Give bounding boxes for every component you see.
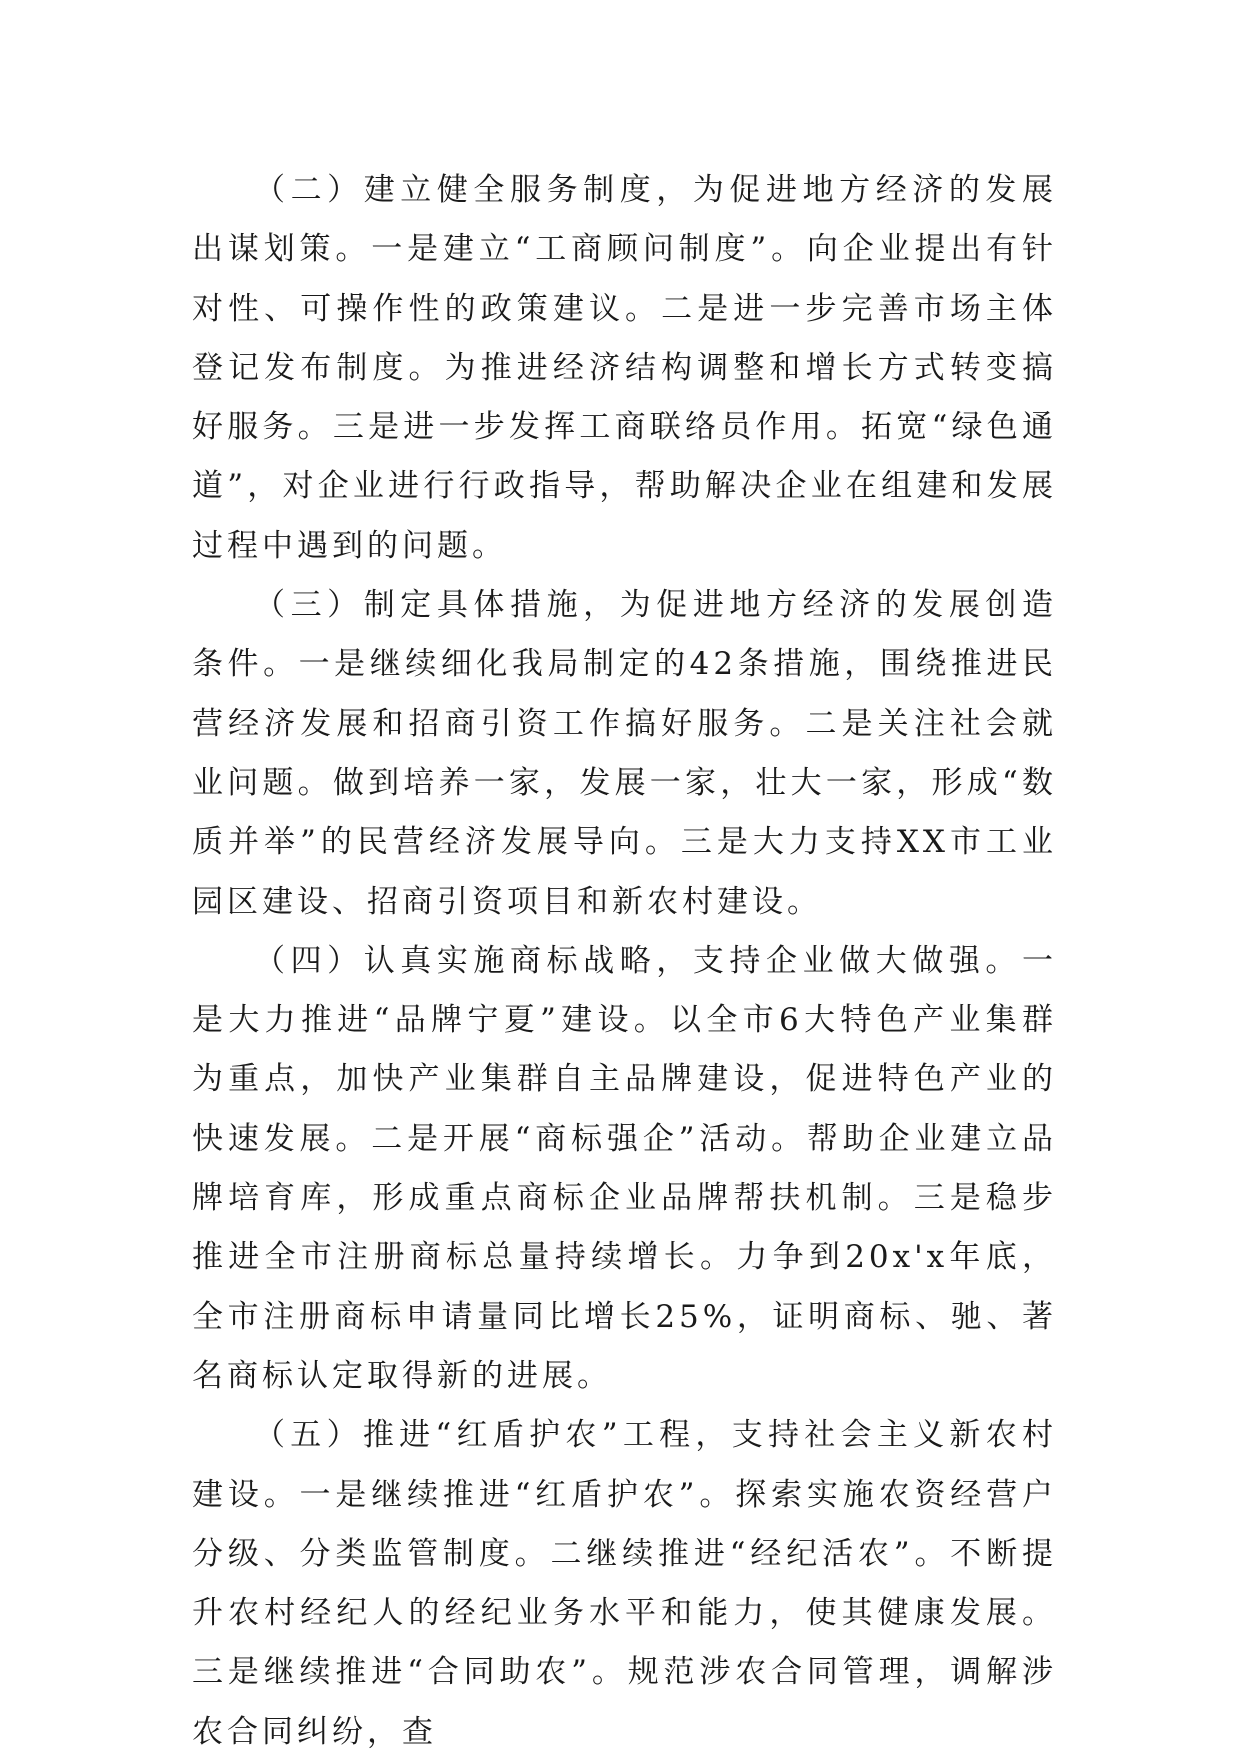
document-body: [192, 161, 1057, 1762]
paragraph-3: （三）制定具体措施，为促进地方经济的发展创造条件。一是继续细化我局制定的42条措施，围绕推进民营经济发展和招商引资工作搞好服务。二是关注社会就业问题。做到培养一家，发展一家，壮大一家，形成“数质并举”的民营经济发展导向。三是大力支持XX市工业园区建设、招商引资项目和新农村建设。: [192, 587, 1057, 920]
paragraph-5: （五）推进“红盾护农”工程，支持社会主义新农村建设。一是继续推进“红盾护农”。探索实施农资经营户分级、分类监管制度。二继续推进“经纪活农”。不断提升农村经纪人的经纪业务水平和能力，使其健康发展。三是继续推进“合同助农”。规范涉农合同管理，调解涉农合同纠纷，查: [192, 1417, 1057, 1750]
paragraph-4: （四）认真实施商标战略，支持企业做大做强。一是大力推进“品牌宁夏”建设。以全市6大特色产业集群为重点，加快产业集群自主品牌建设，促进特色产业的快速发展。二是开展“商标强企”活动。帮助企业建立品牌培育库，形成重点商标企业品牌帮扶机制。三是稳步推进全市注册商标总量持续增长。力争到20x'x年底，全市注册商标申请量同比增长25%，证明商标、驰、著名商标认定取得新的进展。: [192, 942, 1057, 1394]
paragraph-2: （二）建立健全服务制度，为促进地方经济的发展出谋划策。一是建立“工商顾问制度”。向企业提出有针对性、可操作性的政策建议。二是进一步完善市场主体登记发布制度。为推进经济结构调整和增长方式转变搞好服务。三是进一步发挥工商联络员作用。拓宽“绿色通道”，对企业进行行政指导，帮助解决企业在组建和发展过程中遇到的问题。: [192, 172, 1057, 564]
